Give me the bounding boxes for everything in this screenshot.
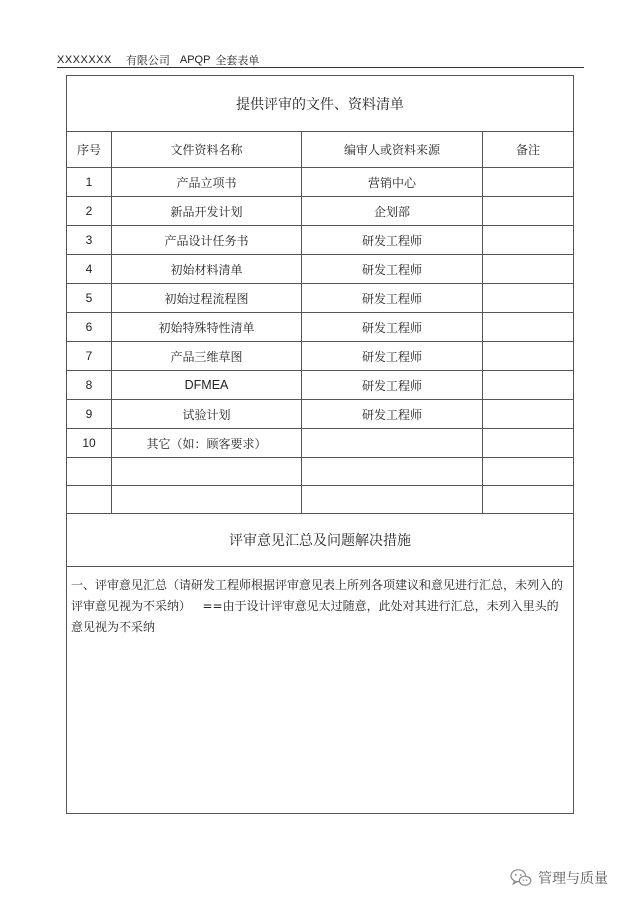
document-remark (483, 342, 574, 371)
opinion-row (67, 567, 574, 814)
column-header-row (67, 132, 574, 168)
document-source: 研发工程师 (302, 400, 483, 429)
table-row (67, 342, 574, 371)
document-remark (483, 313, 574, 342)
blank-cell (302, 458, 483, 486)
column-header-source: 编审人或资料来源 (302, 132, 483, 168)
document-source: 研发工程师 (302, 371, 483, 400)
table-row (67, 255, 574, 284)
section-title: 评审意见汇总及问题解决措施 (67, 514, 574, 567)
column-header-name: 文件资料名称 (112, 132, 302, 168)
document-source (302, 429, 483, 458)
row-number: 3 (67, 226, 112, 255)
table-row (67, 284, 574, 313)
document-remark (483, 284, 574, 313)
document-remark (483, 168, 574, 197)
review-documents-form (66, 75, 574, 814)
opinion-label: 一、评审意见汇总 (71, 578, 168, 592)
row-number: 7 (67, 342, 112, 371)
header-code: XXXXXXX (57, 54, 112, 66)
form-title-row (67, 76, 574, 132)
form-title: 提供评审的文件、资料清单 (67, 76, 574, 132)
row-number: 2 (67, 197, 112, 226)
opinion-note: ==由于设计评审意见太过随意，此处对其进行汇总，未列入里头的意见视为不采纳 (71, 599, 559, 634)
document-remark (483, 255, 574, 284)
document-source: 企划部 (302, 197, 483, 226)
document-name: 其它（如：顾客要求） (112, 429, 302, 458)
blank-row (67, 458, 574, 486)
blank-cell (302, 486, 483, 514)
document-source: 研发工程师 (302, 284, 483, 313)
blank-cell (67, 458, 112, 486)
page-header (57, 52, 583, 68)
section-title-row (67, 514, 574, 567)
row-number: 4 (67, 255, 112, 284)
table-row (67, 429, 574, 458)
blank-cell (483, 486, 574, 514)
document-source: 研发工程师 (302, 226, 483, 255)
document-name: DFMEA (112, 371, 302, 400)
column-header-no: 序号 (67, 132, 112, 168)
header-company: 有限公司 (125, 54, 170, 67)
row-number: 10 (67, 429, 112, 458)
header-divider (57, 67, 584, 68)
document-source: 研发工程师 (302, 342, 483, 371)
document-remark (483, 371, 574, 400)
watermark-text: 管理与质量 (538, 871, 608, 887)
header-form-set: 全套表单 (215, 54, 260, 67)
document-name: 产品三维草图 (112, 342, 302, 371)
document-source: 研发工程师 (302, 255, 483, 284)
document-remark (483, 429, 574, 458)
row-number: 9 (67, 400, 112, 429)
document-name: 初始特殊特性清单 (112, 313, 302, 342)
document-name: 初始材料清单 (112, 255, 302, 284)
row-number: 8 (67, 371, 112, 400)
table-row (67, 226, 574, 255)
blank-cell (483, 458, 574, 486)
row-number: 6 (67, 313, 112, 342)
document-rows (67, 168, 574, 458)
table-row (67, 371, 574, 400)
document-name: 产品设计任务书 (112, 226, 302, 255)
column-header-remark: 备注 (483, 132, 574, 168)
row-number: 1 (67, 168, 112, 197)
document-name: 新品开发计划 (112, 197, 302, 226)
document-source: 营销中心 (302, 168, 483, 197)
blank-cell (112, 486, 302, 514)
watermark (510, 864, 608, 892)
document-name: 初始过程流程图 (112, 284, 302, 313)
document-name: 试验计划 (112, 400, 302, 429)
table-row (67, 197, 574, 226)
header-apqp: APQP (179, 54, 211, 66)
document-remark (483, 197, 574, 226)
wechat-icon (510, 868, 532, 888)
document-name: 产品立项书 (112, 168, 302, 197)
document-remark (483, 400, 574, 429)
document-remark (483, 226, 574, 255)
opinion-cell (67, 567, 574, 814)
table-row (67, 313, 574, 342)
row-number: 5 (67, 284, 112, 313)
document-source: 研发工程师 (302, 313, 483, 342)
opinion-instruction: （请研发工程师根据评审意见表上所列各项建议和意见进行汇总，未列入的评审意见视为不采纳） (71, 578, 564, 613)
blank-cell (67, 486, 112, 514)
blank-cell (112, 458, 302, 486)
table-row (67, 168, 574, 197)
table-row (67, 400, 574, 429)
blank-row (67, 486, 574, 514)
